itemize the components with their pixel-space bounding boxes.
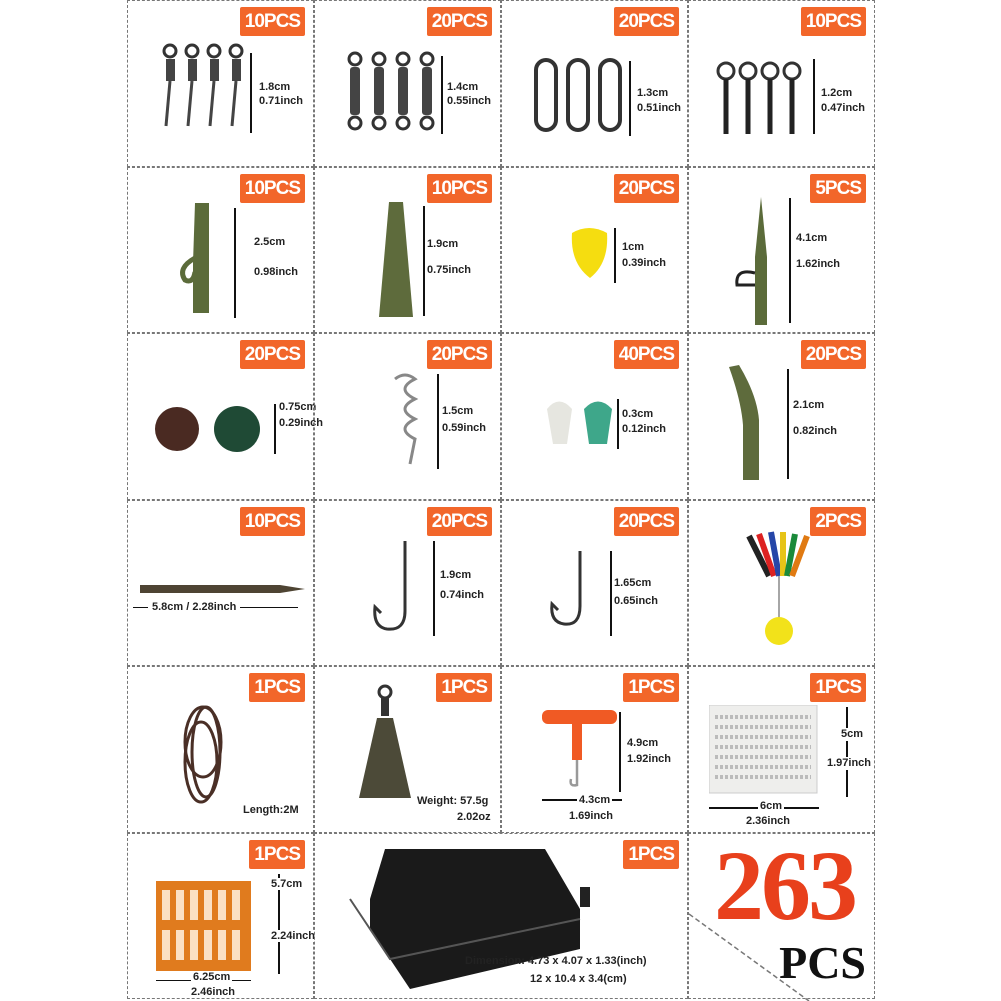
total-pieces-unit: PCS: [779, 936, 866, 988]
dimension-inch: 1.97inch: [827, 757, 872, 769]
height-arrow: [846, 707, 848, 797]
quantity-badge: 10PCS: [801, 7, 866, 36]
dimension-inch: 0.75inch: [427, 263, 472, 276]
orange-stop-board-icon: [156, 876, 256, 976]
dimension-inch: 0.51inch: [637, 102, 682, 114]
height-arrow: [789, 198, 791, 323]
cell-rolling-swivels: [314, 0, 501, 167]
dimension-inch: 0.82inch: [793, 425, 838, 437]
fish-hook-icon: [365, 536, 425, 636]
lead-weight-icon: [355, 682, 415, 807]
height-arrow: [787, 369, 789, 479]
quantity-badge: 20PCS: [240, 340, 305, 369]
quantity-badge: 5PCS: [810, 174, 866, 203]
dimension-inch: 0.39inch: [622, 256, 667, 269]
width-inch: 2.46inch: [191, 985, 236, 998]
dimension-cm: 1.8cm: [259, 81, 291, 93]
cell-tail-rubbers: [314, 167, 501, 334]
quantity-badge: 1PCS: [623, 840, 679, 869]
bobber-stopper-icon: [739, 526, 819, 651]
dimension-cm: 4.9cm: [627, 737, 659, 749]
dimension-cm: 1.2cm: [821, 87, 853, 99]
snap-link-icon: [532, 56, 627, 136]
dimension-cm: 1.65cm: [614, 576, 652, 589]
quantity-badge: 20PCS: [427, 507, 492, 536]
swivel-clip-icon: [158, 41, 253, 136]
quantity-badge: 10PCS: [240, 7, 305, 36]
quantity-badge: 20PCS: [427, 340, 492, 369]
cell-lead-weight: [314, 666, 501, 833]
width-cm: 6.25cm: [193, 970, 231, 983]
tail-rubber-icon: [375, 198, 420, 323]
dimension-inch: 1.92inch: [627, 753, 672, 765]
quantity-badge: 1PCS: [623, 673, 679, 702]
height-arrow: [274, 404, 276, 454]
cell-tackle-box: [314, 833, 688, 1000]
quantity-badge: 1PCS: [810, 673, 866, 702]
dimension-inch: 0.59inch: [442, 422, 487, 434]
coiled-line-icon: [168, 692, 238, 822]
dimension-cm: 1.5cm: [442, 405, 474, 417]
width-cm: 4.3cm: [579, 794, 611, 806]
quantity-badge: 20PCS: [427, 7, 492, 36]
dimension-cm: 1.9cm: [427, 237, 459, 250]
dimension-inch: 0.55inch: [447, 95, 492, 107]
cell-tapered-sleeves: [127, 500, 314, 667]
dimension-length: Length:2M: [243, 804, 299, 816]
cell-quick-change-swivels: [127, 0, 314, 167]
total-pieces-number: 263: [714, 829, 855, 941]
cell-helicopter-rig: [688, 167, 875, 334]
quantity-badge: 10PCS: [240, 507, 305, 536]
cell-boilie-screws: [688, 0, 875, 167]
cell-baiting-tool: [501, 666, 688, 833]
t-bar-tool-icon: [542, 705, 622, 795]
cell-total-count: [688, 829, 875, 1000]
dimension-length: 5.8cm / 2.28inch: [148, 601, 240, 614]
fish-hook-icon: [542, 546, 602, 636]
height-arrow: [250, 53, 252, 133]
dimension-inch: 0.65inch: [614, 594, 659, 607]
height-arrow: [617, 399, 619, 449]
helicopter-sleeve-icon: [729, 193, 789, 328]
height-arrow: [614, 228, 616, 283]
dimension-inch: 0.74inch: [440, 588, 485, 601]
quantity-badge: 1PCS: [249, 673, 305, 702]
cell-hook-stops: [501, 333, 688, 500]
height-arrow: [629, 61, 631, 136]
yellow-corn-icon: [567, 223, 612, 283]
cell-hooks-large: [314, 500, 501, 667]
height-arrow: [423, 206, 425, 316]
dimension-cm: 5.7cm: [271, 877, 303, 890]
quantity-badge: 10PCS: [240, 174, 305, 203]
quantity-badge: 20PCS: [614, 7, 679, 36]
dimension-inch: 0.29inch: [279, 417, 324, 429]
dimension-inch: 0.47inch: [821, 102, 866, 114]
dimension-inch: 1.62inch: [796, 257, 841, 270]
dimension-cm: 0.75cm: [279, 401, 317, 413]
round-beads-icon: [153, 399, 273, 459]
cell-hooks-small: [501, 500, 688, 667]
dimension-inch: 0.12inch: [622, 423, 667, 435]
dimension-inch: 0.98inch: [254, 265, 299, 278]
cell-boilie-stops: [688, 666, 875, 833]
rolling-swivel-icon: [343, 49, 438, 139]
width-inch: 2.36inch: [746, 815, 791, 827]
dimension-cm: 12 x 10.4 x 3.4(cm): [530, 972, 627, 985]
dimension-inch: Dimension: 4.73 x 4.07 x 1.33(inch): [465, 954, 647, 967]
width-inch: 1.69inch: [569, 810, 614, 822]
height-arrow: [610, 551, 612, 636]
dimension-cm: 2.5cm: [254, 235, 286, 248]
dimension-cm: 1.9cm: [440, 568, 472, 581]
weight-grams: Weight: 57.5g: [417, 795, 489, 807]
quantity-badge: 40PCS: [614, 340, 679, 369]
height-arrow: [441, 56, 443, 134]
boilie-screw-icon: [714, 59, 809, 139]
anti-tangle-sleeve-icon: [724, 362, 784, 487]
cell-bait-stop-board: [127, 833, 314, 1000]
quantity-badge: 20PCS: [614, 174, 679, 203]
cell-bait-springs: [314, 333, 501, 500]
cell-lead-clips: [127, 167, 314, 334]
lead-clip-icon: [173, 198, 233, 323]
dimension-cm: 0.3cm: [622, 408, 654, 420]
height-arrow: [813, 59, 815, 134]
dimension-cm: 4.1cm: [796, 231, 828, 244]
dimension-cm: 2.1cm: [793, 399, 825, 411]
quantity-badge: 2PCS: [810, 507, 866, 536]
tapered-sleeve-icon: [138, 579, 308, 599]
dimension-cm: 1.3cm: [637, 87, 669, 99]
height-arrow: [437, 374, 439, 469]
quantity-badge: 1PCS: [436, 673, 492, 702]
cell-snap-links: [501, 0, 688, 167]
height-arrow: [619, 712, 621, 792]
cell-bobber-stoppers: [688, 500, 875, 667]
dimension-cm: 1cm: [622, 240, 645, 253]
bait-stop-strip-icon: [709, 705, 819, 795]
bait-spring-icon: [385, 369, 430, 469]
height-arrow: [433, 541, 435, 636]
dimension-inch: 2.24inch: [271, 929, 316, 942]
hook-stop-icon: [542, 394, 617, 449]
height-arrow: [234, 208, 236, 318]
dimension-cm: 1.4cm: [447, 81, 479, 93]
quantity-badge: 20PCS: [614, 507, 679, 536]
quantity-badge: 1PCS: [249, 840, 305, 869]
cell-rig-beads: [127, 333, 324, 500]
product-grid: [127, 0, 875, 1000]
dimension-inch: 0.71inch: [259, 95, 304, 107]
width-cm: 6cm: [760, 800, 783, 812]
cell-leadcore-line: [127, 666, 314, 833]
quantity-badge: 20PCS: [801, 340, 866, 369]
dimension-cm: 5cm: [841, 728, 864, 740]
cell-anti-tangle-sleeves: [688, 333, 875, 500]
weight-ounces: 2.02oz: [457, 811, 491, 823]
cell-artificial-corn: [501, 167, 688, 334]
quantity-badge: 10PCS: [427, 174, 492, 203]
